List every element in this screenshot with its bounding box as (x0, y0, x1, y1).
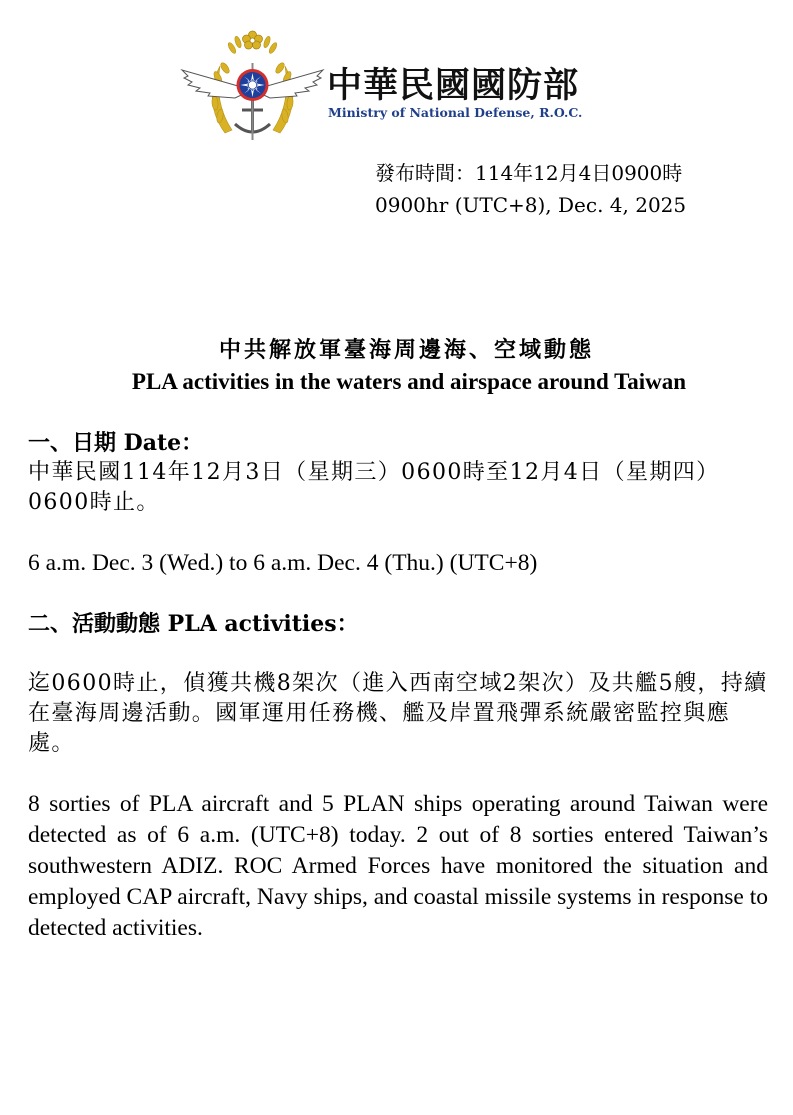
title-zh: 中共解放軍臺海周邊海、空域動態 (218, 337, 594, 363)
section-date-heading: 一、日期 Date： (28, 430, 204, 456)
document-body (28, 428, 768, 944)
title-en: PLA activities in the waters and airspace around Taiwan (131, 369, 687, 394)
org-name-en: Ministry of National Defense, R.O.C. (328, 105, 583, 120)
release-time-en: 0900hr (UTC+8), Dec. 4, 2025 (375, 193, 687, 217)
release-time (375, 157, 686, 221)
section-activities-text-en: 8 sorties of PLA aircraft and 5 PLAN ships operating around Taiwan were detected as of 6 a.m. (UTC+8) today. 2 out of 8 sorties entered Taiwan’s southwestern ADIZ. ROC Armed Forces have monitored the situation and employed CAP aircraft, Navy ships, and coastal missile systems in response to detected activities. (28, 791, 768, 941)
section-activities-text-zh: 迄0600時止，偵獲共機8架次（進入西南空域2架次）及共艦5艘，持續在臺海周邊活動。國軍運用任務機、艦及岸置飛彈系統嚴密監控與應處。 (28, 671, 768, 756)
section-date-text-en: 6 a.m. Dec. 3 (Wed.) to 6 a.m. Dec. 4 (Thu.) (UTC+8) (28, 550, 538, 576)
org-name-zh: 中華民國國防部 (327, 66, 580, 106)
mnd-emblem-icon (180, 28, 325, 146)
document-title (0, 334, 793, 398)
section-date-text-zh: 中華民國114年12月3日（星期三）0600時至12月4日（星期四）0600時止。 (28, 460, 720, 515)
header (180, 28, 640, 148)
release-time-zh: 發布時間：114年12月4日0900時 (375, 161, 683, 185)
section-activities-heading: 二、活動動態 PLA activities： (28, 611, 359, 637)
